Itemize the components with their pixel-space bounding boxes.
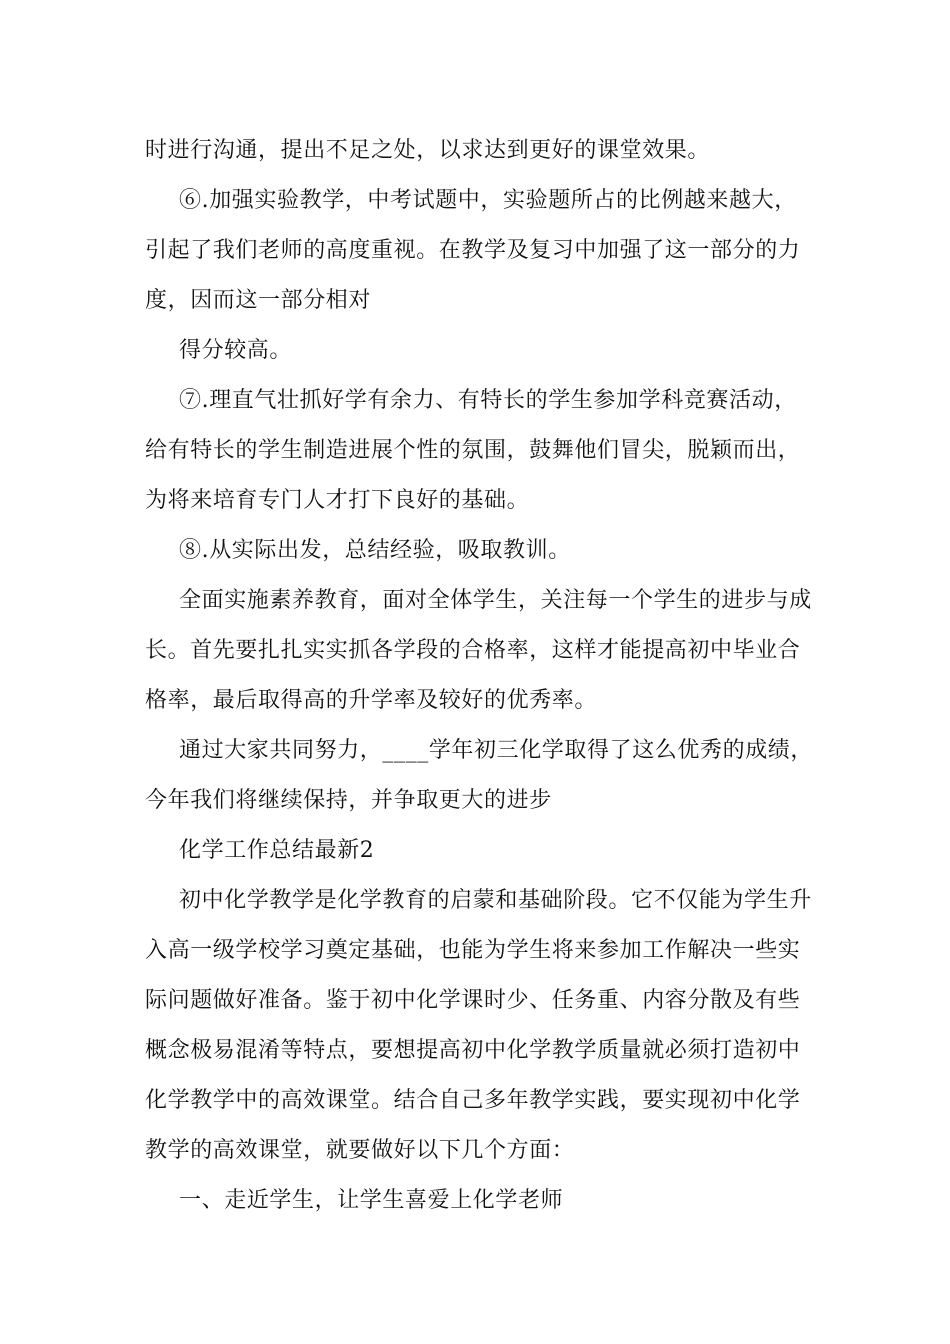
text-line: 化学教学中的高效课堂。结合自己多年教学实践，要实现初中化学	[145, 1088, 801, 1113]
subsection-heading: 一、走近学生，让学生喜爱上化学老师	[179, 1188, 564, 1213]
text-line: 初中化学教学是化学教育的启蒙和基础阶段。它不仅能为学生升	[179, 888, 812, 913]
text-line: 得分较高。	[179, 338, 293, 363]
text-line: 时进行沟通，提出不足之处，以求达到更好的课堂效果。	[145, 138, 711, 163]
text-line: 教学的高效课堂，就要做好以下几个方面：	[145, 1138, 575, 1163]
text-line: 际问题做好准备。鉴于初中化学课时少、任务重、内容分散及有些	[145, 988, 801, 1013]
text-line: 概念极易混淆等特点，要想提高初中化学教学质量就必须打造初中	[145, 1038, 801, 1063]
text-line: 度，因而这一部分相对	[145, 288, 372, 313]
text-line: 引起了我们老师的高度重视。在教学及复习中加强了这一部分的力	[145, 238, 801, 263]
text-line: ⑧.从实际出发，总结经验，吸取教训。	[179, 538, 571, 563]
text-line: ⑥.加强实验教学，中考试题中，实验题所占的比例越来越大，	[179, 188, 797, 213]
text-line: 为将来培育专门人才打下良好的基础。	[145, 488, 530, 513]
text-line: 通过大家共同努力，____学年初三化学取得了这么优秀的成绩，	[179, 738, 814, 763]
text-line: 入高一级学校学习奠定基础，也能为学生将来参加工作解决一些实	[145, 938, 801, 963]
text-line: 今年我们将继续保持，并争取更大的进步	[145, 788, 552, 813]
section-heading: 化学工作总结最新2	[179, 838, 375, 863]
text-line: 长。首先要扎扎实实抓各学段的合格率，这样才能提高初中毕业合	[145, 638, 801, 663]
text-line: ⑦.理直气壮抓好学有余力、有特长的学生参加学科竞赛活动，	[179, 388, 797, 413]
text-line: 全面实施素养教育，面对全体学生，关注每一个学生的进步与成	[179, 588, 812, 613]
text-line: 给有特长的学生制造进展个性的氛围，鼓舞他们冒尖，脱颖而出，	[145, 438, 801, 463]
text-line: 格率，最后取得高的升学率及较好的优秀率。	[145, 688, 598, 713]
